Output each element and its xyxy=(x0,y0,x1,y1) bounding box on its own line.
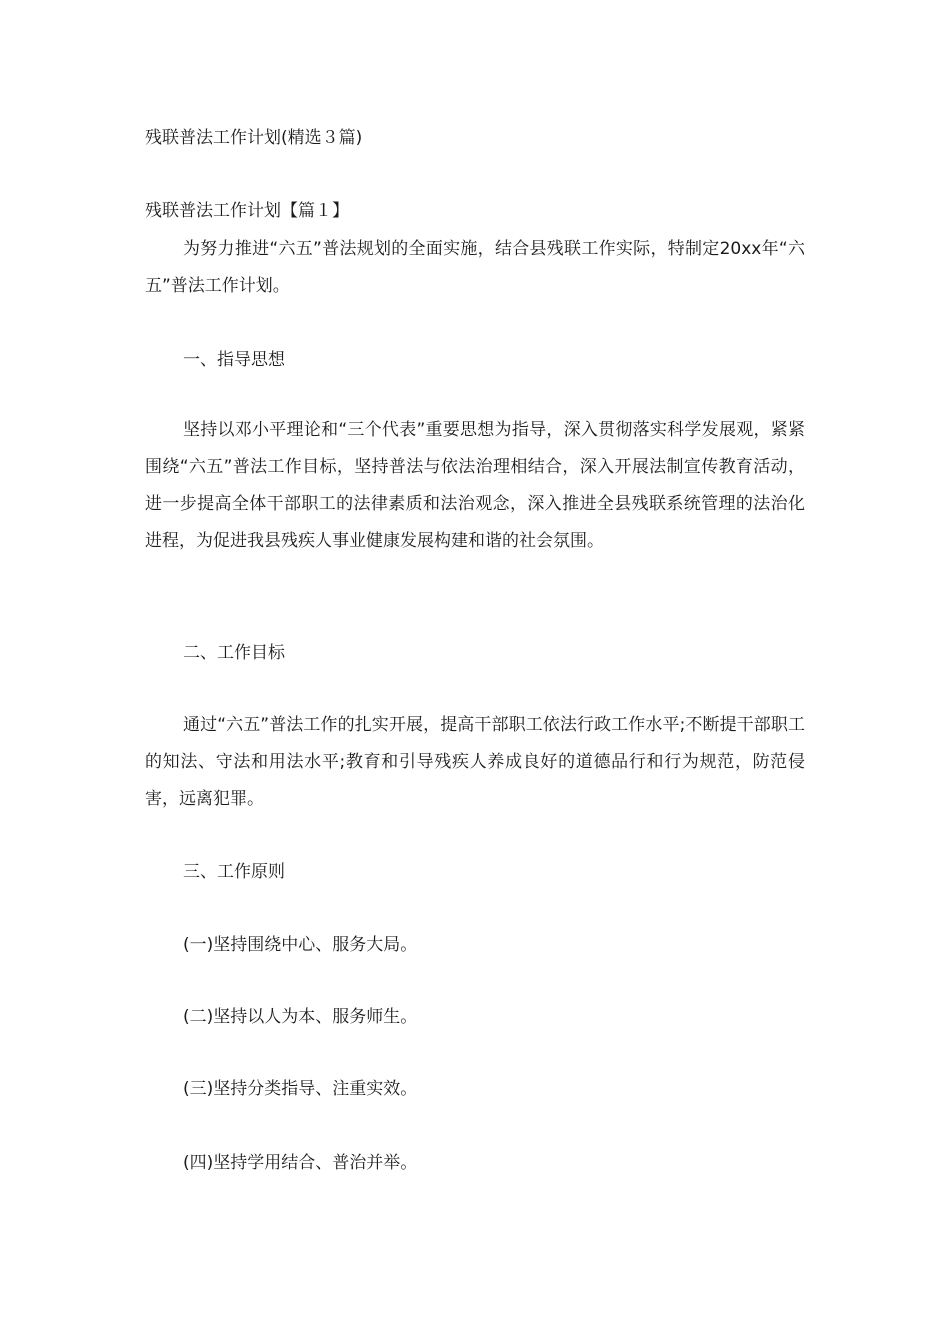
principle-item: (四)坚持学用结合、普治并举。 xyxy=(183,1153,418,1173)
goal-heading: 二、工作目标 xyxy=(183,643,285,663)
goal-paragraph: 通过“六五”普法工作的扎实开展，提高干部职工依法行政工作水平;不断提干部职工的知法、守法和用法水平;教育和引导残疾人养成良好的道德品行和行为规范，防范侵害，远离犯罪。 xyxy=(145,715,805,809)
principle-heading: 三、工作原则 xyxy=(183,862,285,882)
intro-paragraph: 为努力推进“六五”普法规划的全面实施，结合县残联工作实际，特制定20xx年“六五”普法工作计划。 xyxy=(145,239,805,296)
principle-item: (二)坚持以人为本、服务师生。 xyxy=(183,1007,418,1027)
principle-item: (三)坚持分类指导、注重实效。 xyxy=(183,1079,418,1099)
document-title: 残联普法工作计划(精选３篇) xyxy=(145,128,363,148)
guiding-paragraph: 坚持以邓小平理论和“三个代表”重要思想为指导，深入贯彻落实科学发展观，紧紧围绕“六五”普法工作目标，坚持普法与依法治理相结合，深入开展法制宣传教育活动，进一步提高全体干部职工的法律素质和法治观念，深入推进全县残联系统管理的法治化进程，为促进我县残疾人事业健康发展构建和谐的社会氛围。 xyxy=(145,420,805,551)
principle-item: (一)坚持围绕中心、服务大局。 xyxy=(183,935,418,955)
document-subtitle: 残联普法工作计划【篇１】 xyxy=(145,201,349,221)
guiding-heading: 一、指导思想 xyxy=(183,350,285,370)
